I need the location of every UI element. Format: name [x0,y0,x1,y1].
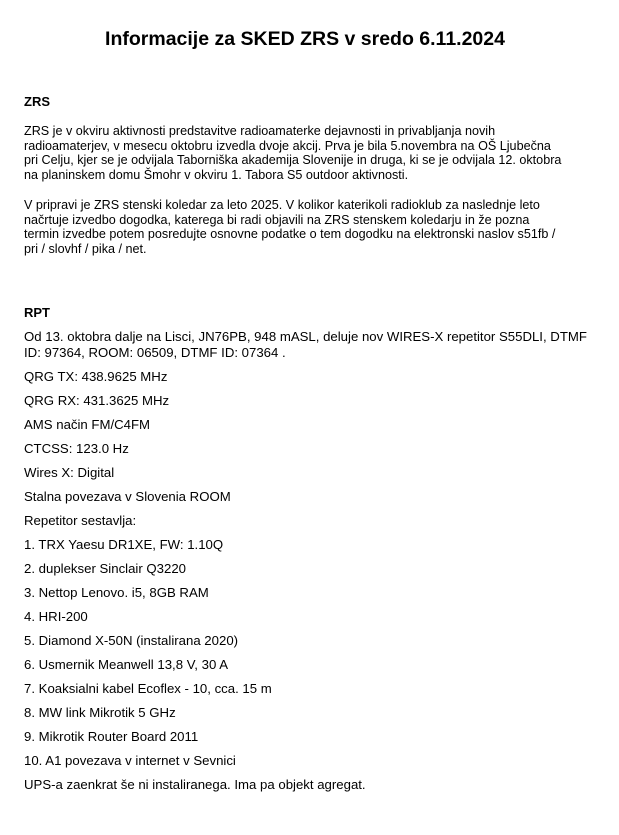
zrs-heading: ZRS [24,94,50,109]
zrs-paragraph-2-line: načrtuje izvedbo dogodka, katerega bi radi objavili na ZRS stenskem koledarju in že pozna [24,212,530,227]
rpt-component-item: 6. Usmernik Meanwell 13,8 V, 30 A [24,657,229,672]
rpt-qrg-tx: QRG TX: 438.9625 MHz [24,369,168,384]
rpt-component-item: 2. duplekser Sinclair Q3220 [24,561,187,576]
rpt-component-item: 5. Diamond X-50N (instalirana 2020) [24,633,239,648]
rpt-intro-line: Od 13. oktobra dalje na Lisci, JN76PB, 948 mASL, deluje nov WIRES-X repetitor S55DLI, DTMF [24,329,587,344]
zrs-paragraph-1-line: ZRS je v okviru aktivnosti predstavitve radioamaterke dejavnosti in privabljanja novih [24,124,496,138]
zrs-paragraph-2-line: termin izvedbe potem posredujte osnovne podatke o tem dogodku na elektronski naslov s51fb / [24,227,556,241]
rpt-wires-x: Wires X: Digital [24,465,115,480]
rpt-intro [24,329,587,361]
zrs-paragraph-2 [24,198,609,256]
rpt-connection: Stalna povezava v Slovenia ROOM [24,489,231,504]
zrs-paragraph-1 [24,124,609,182]
zrs-paragraph-1-line: pri Celju, kjer se je odvijala Taborniška akademija Slovenije in druga, ki se je odvijala 12. oktobra [24,153,562,167]
rpt-component-item: 4. HRI-200 [24,609,88,624]
rpt-ams-mode: AMS način FM/C4FM [24,417,151,432]
rpt-intro-line: ID: 97364, ROOM: 06509, DTMF ID: 07364 . [24,345,286,360]
zrs-paragraph-2-line: pri / slovhf / pika / net. [24,241,147,256]
rpt-qrg-rx: QRG RX: 431.3625 MHz [24,393,170,408]
zrs-paragraph-2-line: V pripravi je ZRS stenski koledar za leto 2025. V kolikor katerikoli radioklub za naslednje leto [24,198,540,212]
document-title: Informacije za SKED ZRS v sredo 6.11.2024 [105,28,505,50]
rpt-component-item: 7. Koaksialni kabel Ecoflex - 10, cca. 15 m [24,681,272,696]
rpt-component-item: 8. MW link Mikrotik 5 GHz [24,705,176,720]
zrs-paragraph-1-line: radioamaterjev, v mesecu oktobru izvedla dvoje akcij. Prva je bila 5.novembra na OŠ Ljubečna [24,138,551,153]
zrs-paragraph-1-line: na planinskem domu Šmohr v okviru 1. Tabora S5 outdoor aktivnosti. [24,167,409,182]
rpt-heading: RPT [24,305,50,320]
rpt-component-item: 10. A1 povezava v internet v Sevnici [24,753,236,768]
rpt-component-item: 3. Nettop Lenovo. i5, 8GB RAM [24,585,209,600]
rpt-ctcss: CTCSS: 123.0 Hz [24,441,129,456]
rpt-component-item: 9. Mikrotik Router Board 2011 [24,729,199,744]
rpt-components-heading: Repetitor sestavlja: [24,513,137,528]
rpt-component-item: 1. TRX Yaesu DR1XE, FW: 1.10Q [24,537,224,552]
rpt-ups-note: UPS-a zaenkrat še ni instaliranega. Ima pa objekt agregat. [24,777,366,792]
